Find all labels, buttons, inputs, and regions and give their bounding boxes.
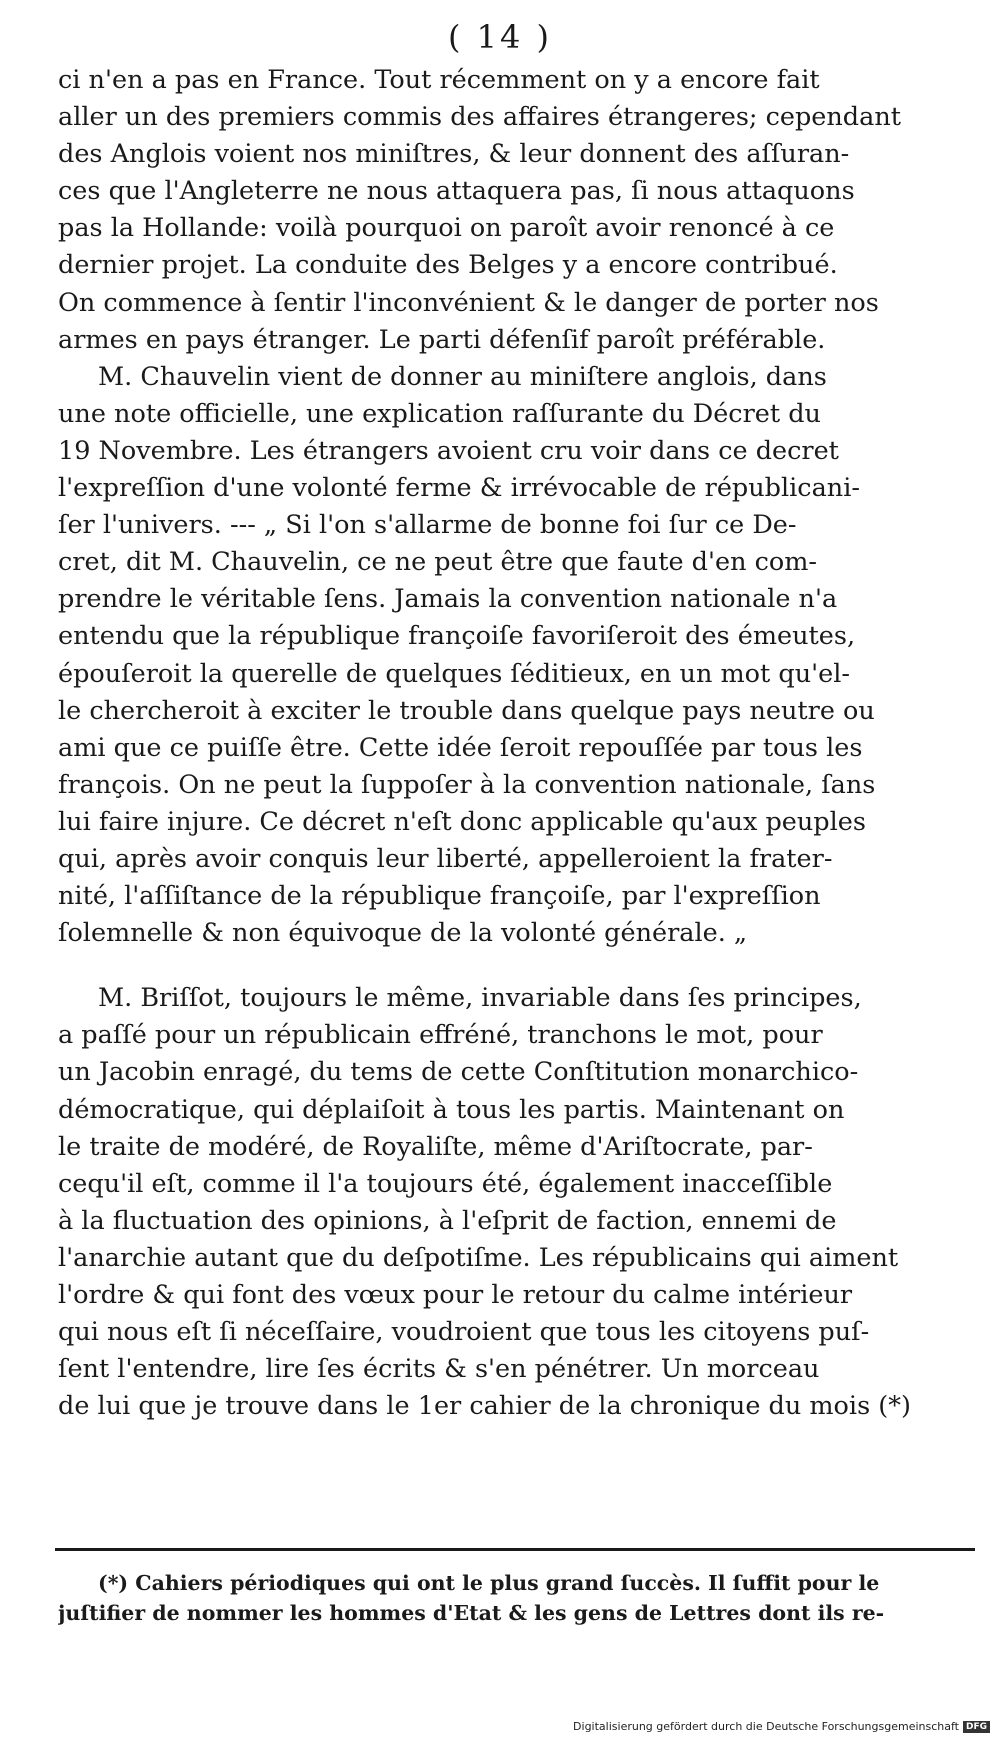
text-line: a paſſé pour un républicain effréné, tranchons le mot, pour [58, 1020, 823, 1051]
text-line: ami que ce puiſſe être. Cette idée ſeroit repouſſée par tous les [58, 732, 863, 763]
text-line: démocratique, qui déplaiſoit à tous les partis. Maintenant on [58, 1094, 845, 1125]
text-line: ſent l'entendre, lire ſes écrits & s'en pénétrer. Un morceau [58, 1354, 820, 1385]
text-line: ci n'en a pas en France. Tout récemment on y a encore fait [58, 65, 820, 95]
text-line: M. Chauvelin vient de donner au miniſtere anglois, dans [98, 361, 827, 392]
text-line: ces que l'Angleterre ne nous attaquera pas, ſi nous attaquons [58, 176, 855, 207]
text-line: l'expreſſion d'une volonté ferme & irrévocable de républicani- [58, 473, 860, 504]
text-line: aller un des premiers commis des affaires étrangeres; cependant [58, 102, 902, 133]
text-line: entendu que la république françoiſe favoriſeroit des émeutes, [58, 621, 856, 652]
text-line: un Jacobin enragé, du tems de cette Conſtitution monarchico- [58, 1057, 859, 1088]
text-line: le chercheroit à exciter le trouble dans quelque pays neutre ou [58, 695, 875, 726]
text-line: qui nous eſt ſi néceſſaire, voudroient que tous les citoyens puſ- [58, 1317, 870, 1348]
text-line: à la fluctuation des opinions, à l'eſprit de faction, ennemi de [58, 1205, 837, 1236]
footnote-divider [55, 1548, 975, 1551]
text-line: cret, dit M. Chauvelin, ce ne peut être que faute d'en com- [58, 547, 818, 578]
footnote [58, 1568, 978, 1628]
text-line: pas la Hollande: voilà pourquoi on paroît avoir renoncé à ce [58, 213, 835, 244]
text-line: dernier projet. La conduite des Belges y a encore contribué. [58, 250, 838, 281]
footnote-line: juſtifier de nommer les hommes d'Etat & les gens de Lettres dont ils re- [58, 1601, 885, 1625]
text-line: épouſeroit la querelle de quelques ſéditieux, en un mot qu'el- [58, 658, 850, 689]
footnote-line: (*) Cahiers périodiques qui ont le plus grand ſuccès. Il ſuffit pour le [98, 1571, 880, 1595]
text-line: prendre le véritable ſens. Jamais la convention nationale n'a [58, 584, 838, 615]
text-line: 19 Novembre. Les étrangers avoient cru voir dans ce decret [58, 435, 839, 466]
text-line: le traite de modéré, de Royaliſte, même d'Ariſtocrate, par- [58, 1131, 813, 1162]
text-line: qui, après avoir conquis leur liberté, appelleroient la frater- [58, 843, 833, 874]
text-line: une note officielle, une explication raſſurante du Décret du [58, 398, 821, 429]
text-line: françois. On ne peut la ſuppoſer à la convention nationale, ſans [58, 769, 876, 800]
text-line: armes en pays étranger. Le parti défenſif paroît préférable. [58, 324, 826, 355]
text-line: des Anglois voient nos miniſtres, & leur donnent des aſſuran- [58, 139, 850, 170]
text-line: cequ'il eſt, comme il l'a toujours été, également inacceſſible [58, 1168, 833, 1199]
text-line: l'ordre & qui font des vœux pour le retour du calme intérieur [58, 1280, 853, 1310]
text-line: l'anarchie autant que du deſpotiſme. Les républicains qui aiment [58, 1242, 899, 1273]
page-number: ( 14 ) [447, 18, 553, 56]
text-line: nité, l'aſſiſtance de la république françoiſe, par l'expreſſion [58, 881, 821, 912]
dfg-logo: DFG [963, 1721, 990, 1733]
credit-text: Digitalisierung gefördert durch die Deutsche Forschungsgemeinschaft [573, 1720, 959, 1733]
text-line: ſer l'univers. --- „ Si l'on s'allarme de bonne foi ſur ce De- [58, 510, 797, 541]
text-line: M. Briſſot, toujours le même, invariable dans ſes principes, [98, 983, 862, 1014]
text-line: de lui que je trouve dans le 1er cahier de la chronique du mois (*) [58, 1391, 911, 1422]
body-text [58, 62, 963, 1425]
text-line: lui faire injure. Ce décret n'eſt donc applicable qu'aux peuples [58, 806, 866, 837]
text-line: ſolemnelle & non équivoque de la volonté générale. „ [58, 918, 748, 949]
text-line: On commence à ſentir l'inconvénient & le danger de porter nos [58, 287, 879, 318]
digitization-credit [573, 1720, 990, 1733]
